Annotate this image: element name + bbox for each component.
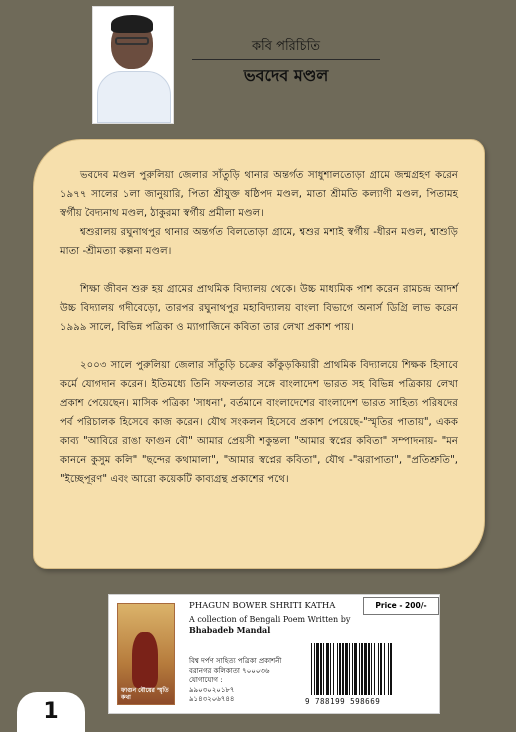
bio-paragraph: শ্বশুরালয় রঘুনাথপুর থানার অন্তর্গত বিলতোড়া গ্রামে, শ্বশুর মশাই স্বর্গীয় -ধীরন মণ্ডল, শ্বাশুড়ি মাতা -শ্রীমত্যা কল্পনা মণ্ডল। bbox=[60, 227, 458, 257]
publisher-info bbox=[189, 657, 309, 705]
barcode bbox=[309, 643, 419, 695]
author-shirt bbox=[97, 71, 171, 123]
barcode-bar bbox=[380, 643, 382, 695]
barcode-bar bbox=[345, 643, 348, 695]
barcode-bar bbox=[330, 643, 331, 695]
barcode-bar bbox=[384, 643, 385, 695]
barcode-bar bbox=[339, 643, 341, 695]
author-photo bbox=[92, 6, 174, 124]
barcode-bar bbox=[323, 643, 324, 695]
barcode-bar bbox=[311, 643, 312, 695]
barcode-bar bbox=[374, 643, 375, 695]
barcode-bar bbox=[359, 643, 360, 695]
price-badge: Price - 200/- bbox=[363, 597, 439, 615]
barcode-bar bbox=[368, 643, 370, 695]
barcode-bar bbox=[354, 643, 357, 695]
barcode-bar bbox=[342, 643, 344, 695]
barcode-bar bbox=[337, 643, 338, 695]
barcode-digits: 9 788199 598669 bbox=[305, 697, 381, 706]
publisher-line: ৯৯০৩০২০১৮৭ bbox=[189, 685, 235, 694]
barcode-bar bbox=[390, 643, 392, 695]
book-info-card bbox=[108, 594, 440, 714]
barcode-bar bbox=[352, 643, 353, 695]
publisher-line: ৯১৪৩২০৬৭৪৪ bbox=[189, 695, 235, 703]
barcode-bar bbox=[326, 643, 329, 695]
book-subtitle: A collection of Bengali Poem Written by bbox=[189, 615, 351, 624]
barcode-bar bbox=[378, 643, 379, 695]
cover-title: ফাগুন বৌয়ের স্মৃতি কথা bbox=[121, 687, 169, 701]
barcode-bar bbox=[364, 643, 367, 695]
publisher-line: যোগাযোগ : bbox=[189, 676, 223, 684]
bio-paragraph: শিক্ষা জীবন শুরু হয় গ্রামের প্রাথমিক বিদ্যালয় থেকে। উচ্চ মাধ্যমিক পাশ করেন রামচন্দ্র আদর্শ উচ্চ বিদ্যালয় গদীবেড়ো, তারপর রঘুনাথপুর মহাবিদ্যালয় বাংলা বিভাগে অনার্স ডিগ্রি লাভ করেন ১৯৯৯ সালে, বিভিন্ন পত্রিকা ও ম্যাগাজিনে কবিতা তার লেখা প্রকাশ পায়। bbox=[60, 284, 458, 333]
section-kicker: কবি পরিচিতি bbox=[251, 39, 321, 54]
barcode-bar bbox=[320, 643, 322, 695]
author-name-heading: ভবদেব মণ্ডল bbox=[243, 66, 329, 85]
page-number: 1 bbox=[17, 692, 85, 732]
cover-figure bbox=[132, 632, 158, 688]
barcode-bar bbox=[361, 643, 363, 695]
bio-paragraph: ২০০৩ সালে পুরুলিয়া জেলার সাঁতুড়ি চক্রের কাঁকুড়কিয়ারী প্রাথমিক বিদ্যালয়ে শিক্ষক হিসাবে কর্মে যোগদান করেন। ইতিমধ্যে তিনি সফলতার সঙ্গে বাংলাদেশ ভারত সহ বিভিন্ন পত্রিকায় লেখা প্রকাশ পেয়েছেন। মাসিক পত্রিকা 'সাধনা', বর্তমানে বাংলাদেশের বাংলাদেশ ভারত সাহিত্য পরিষদের পর্ব পরিচালক হিসেবে কাজ করেন। যৌথ সংকলন হিসেবে প্রকাশ পেয়েছে-"স্মৃতির পাতায়", একক কাব্য "আবিরে রাঙা ফাগুন বৌ" আমার প্রেয়সী শকুন্তলা "আমার স্বপ্নের কবিতা" সম্পাদনায়- "মন কাননে কুসুম কলি" "ছন্দের কথামালা", "আমার স্বপ্নের কবিতা", যৌথ -"ঝরাপাতা", "প্রতিশ্রুতি", "ইচ্ছেপূরণ" এবং আরো কয়েকটি কাব্যগ্রন্থ প্রকাশের পথে। bbox=[60, 360, 458, 485]
barcode-bar bbox=[333, 643, 334, 695]
book-title: PHAGUN BOWER SHRITI KATHA bbox=[189, 601, 336, 611]
publisher-line: বিশ্ব দর্পণ সাহিত্য পত্রিকা প্রকাশনী bbox=[189, 657, 282, 665]
barcode-bar bbox=[349, 643, 350, 695]
author-glasses bbox=[115, 37, 149, 45]
heading-divider bbox=[192, 59, 380, 60]
barcode-bar bbox=[388, 643, 389, 695]
author-hair bbox=[111, 15, 153, 33]
book-cover-image bbox=[117, 603, 175, 705]
book-author: Bhabadeb Mandal bbox=[189, 625, 271, 635]
biography-box bbox=[33, 139, 485, 569]
bio-paragraph: ভবদেব মণ্ডল পুরুলিয়া জেলার সাঁতুড়ি থানার অন্তর্গত সাধুশালতোড়া গ্রামে জন্মগ্রহণ করেন ১৯৭৭ সালের ১লা জানুয়ারি, পিতা শ্রীযুক্ত ষষ্ঠিপদ মণ্ডল, মাতা শ্রীমতি কল্যাণী মণ্ডল, পিতামহ স্বর্গীয় বৈদ্যনাথ মণ্ডল, ঠাকুরমা স্বর্গীয় প্রমীলা মণ্ডল। bbox=[60, 170, 458, 219]
barcode-bar bbox=[371, 643, 372, 695]
barcode-bar bbox=[316, 643, 319, 695]
barcode-bar bbox=[314, 643, 315, 695]
publisher-line: বরানগর কলিকাতা ৭০০০৩৬ bbox=[189, 666, 270, 675]
